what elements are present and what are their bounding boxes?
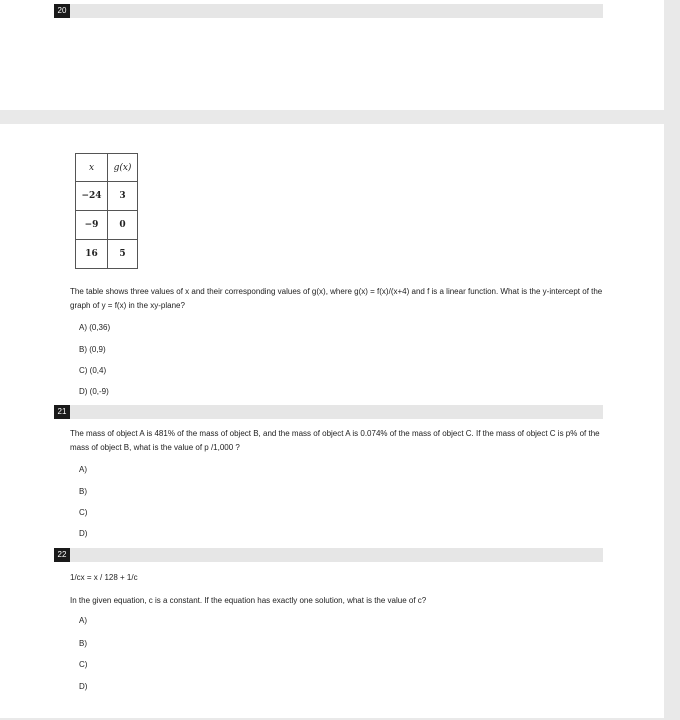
answer-option-b[interactable]: B) — [79, 639, 87, 648]
page-top — [0, 0, 664, 110]
answer-option-d[interactable]: D) — [79, 529, 88, 538]
answer-option-b[interactable]: B) — [79, 487, 87, 496]
question-number-badge: 20 — [54, 4, 70, 18]
table-header-row — [76, 154, 138, 182]
table-row — [76, 182, 138, 211]
answer-option-a[interactable]: A) — [79, 616, 87, 625]
answer-option-a[interactable]: A) (0,36) — [79, 323, 111, 332]
table-header-cell: x — [76, 154, 108, 182]
table-cell: −24 — [76, 182, 108, 211]
question-number-badge: 22 — [54, 548, 70, 562]
table-cell: 5 — [108, 240, 138, 269]
question-header-bar — [70, 548, 603, 562]
table-row — [76, 240, 138, 269]
question-21-text: The mass of object A is 481% of the mass of object B, and the mass of object A is 0.074% of the mass of object C. If the mass of object C is p% of the mass of object B, what is the value of p /1,000 ? — [70, 429, 600, 452]
answer-option-c[interactable]: C) — [79, 508, 88, 517]
question-header-bar — [70, 405, 603, 419]
answer-option-c[interactable]: C) (0,4) — [79, 366, 107, 375]
table-row — [76, 211, 138, 240]
answer-option-b[interactable]: B) (0,9) — [79, 345, 106, 354]
question-header-21 — [54, 405, 603, 419]
question-header-22 — [54, 548, 603, 562]
question-22-text: In the given equation, c is a constant. If the equation has exactly one solution, what is the value of c? — [70, 596, 427, 605]
question-22-equation: 1/cx = x / 128 + 1/c — [70, 573, 138, 582]
answer-option-c[interactable]: C) — [79, 660, 88, 669]
table-cell: −9 — [76, 211, 108, 240]
table-cell: 16 — [76, 240, 108, 269]
values-table — [75, 153, 138, 269]
answer-option-a[interactable]: A) — [79, 465, 87, 474]
table-header-cell: g(x) — [108, 154, 138, 182]
answer-option-d[interactable]: D) (0,-9) — [79, 387, 109, 396]
page-main — [0, 124, 664, 718]
question-header-20 — [54, 4, 603, 18]
question-header-bar — [70, 4, 603, 18]
question-number-badge: 21 — [54, 405, 70, 419]
answer-option-d[interactable]: D) — [79, 682, 88, 691]
question-20-text: The table shows three values of x and their corresponding values of g(x), where g(x) = f(x)/(x+4) and f is a linear function. What is the y-intercept of the graph of y = f(x) in the xy-plane? — [70, 287, 603, 310]
table-cell: 0 — [108, 211, 138, 240]
table-cell: 3 — [108, 182, 138, 211]
